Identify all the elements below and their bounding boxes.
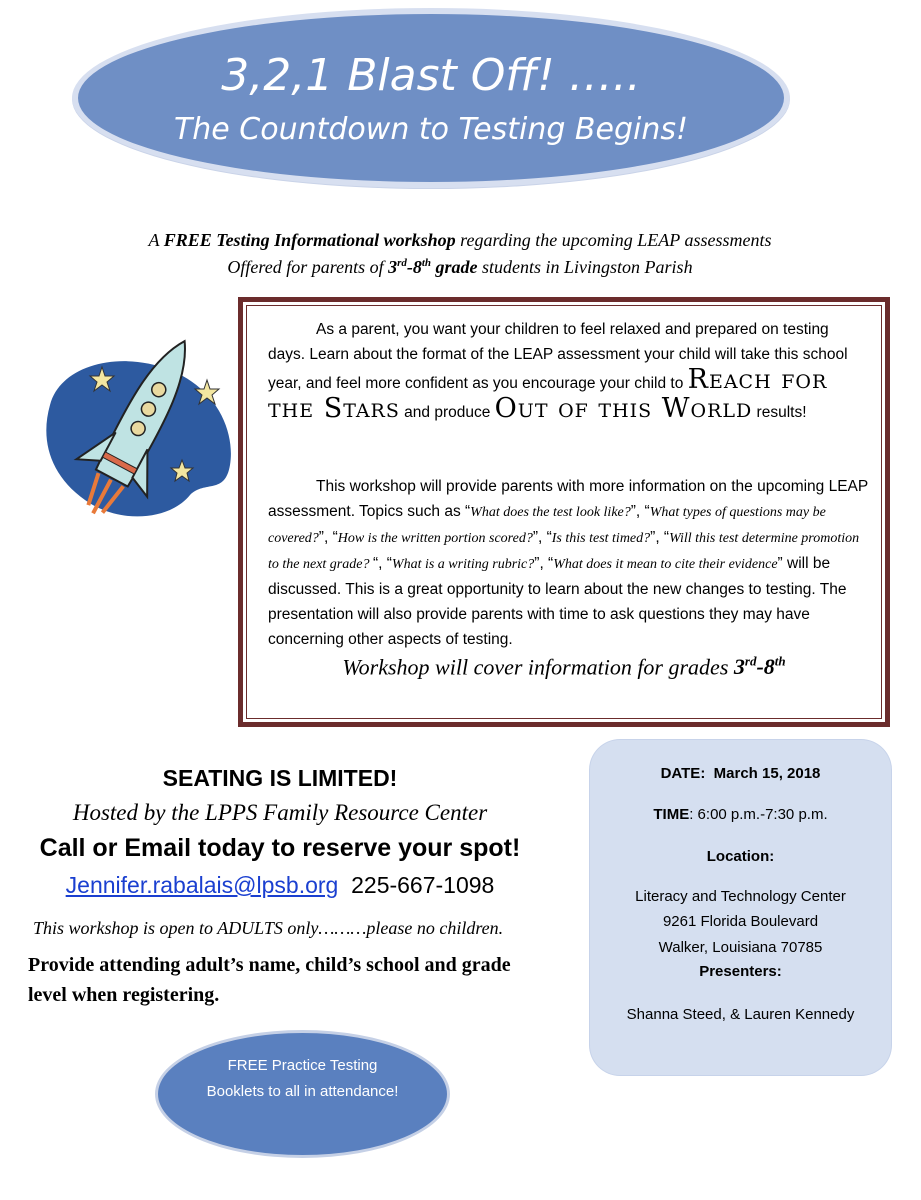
adults-only-note: This workshop is open to ADULTS only………please no children. bbox=[33, 918, 504, 938]
event-details-panel bbox=[590, 740, 891, 1075]
email-link[interactable]: Jennifer.rabalais@lpsb.org bbox=[65, 872, 339, 898]
event-date: DATE: March 15, 2018 bbox=[660, 765, 821, 782]
page-subtitle: The Countdown to Testing Begins! bbox=[173, 112, 689, 147]
out-of-world-text: Out of this World bbox=[494, 393, 753, 424]
venue-street: 9261 Florida Boulevard bbox=[662, 913, 819, 930]
intro-line-1: A FREE Testing Informational workshop regarding the upcoming LEAP assessments bbox=[148, 230, 772, 250]
location-label: Location: bbox=[706, 848, 775, 865]
seating-limited-heading: SEATING IS LIMITED! bbox=[162, 765, 398, 791]
rocket-icon bbox=[30, 325, 240, 530]
presenters-names: Shanna Steed, & Lauren Kennedy bbox=[626, 1006, 855, 1023]
event-time: TIME: 6:00 p.m.-7:30 p.m. bbox=[653, 806, 828, 823]
workshop-description-box bbox=[238, 297, 890, 727]
phone-number: 225-667-1098 bbox=[351, 872, 495, 898]
rocket-illustration bbox=[30, 325, 240, 530]
grades-covered-line: Workshop will cover information for grades 3rd-8th bbox=[342, 654, 786, 680]
description-paragraph-1: As a parent, you want your children to feel relaxed and prepared on testing days. Learn about the format of the LEAP assessment your child will take this school year, and feel more confident as you encourage your child to Reach for the Stars and produce Out of this World results! bbox=[268, 321, 848, 424]
presenters-label: Presenters: bbox=[699, 963, 782, 980]
description-paragraph-2: This workshop will provide parents with more information on the upcoming LEAP assessment. Topics such as “What does the test look like?”, “What types of questions may be covered?”, “How is the written portion scored?”, “Is this test timed?”, “Will this test determine promotion to the next grade? “, “What is a writing rubric?”, “What does it mean to cite their evidence” will be discussed. This is a great opportunity to learn about the new changes to testing. The presentation will also provide parents with time to ask questions they may have concerning other aspects of testing. bbox=[268, 478, 868, 648]
venue-name: Literacy and Technology Center bbox=[635, 888, 846, 905]
contact-line bbox=[30, 872, 530, 899]
call-to-action: Call or Email today to reserve your spot! bbox=[39, 834, 521, 862]
free-booklets-text: FREE Practice Testing Booklets to all in attendance! bbox=[206, 1057, 399, 1100]
registration-requirements: Provide attending adult’s name, child’s school and grade level when registering. bbox=[28, 954, 511, 1006]
intro-line-2: Offered for parents of 3rd-8th grade students in Livingston Parish bbox=[227, 257, 693, 277]
hosted-by-text: Hosted by the LPPS Family Resource Center bbox=[72, 800, 488, 825]
venue-city: Walker, Louisiana 70785 bbox=[658, 939, 823, 956]
reach-for-stars-text: Reach for the Stars bbox=[268, 364, 828, 424]
page-title: 3,2,1 Blast Off! ….. bbox=[221, 50, 641, 101]
